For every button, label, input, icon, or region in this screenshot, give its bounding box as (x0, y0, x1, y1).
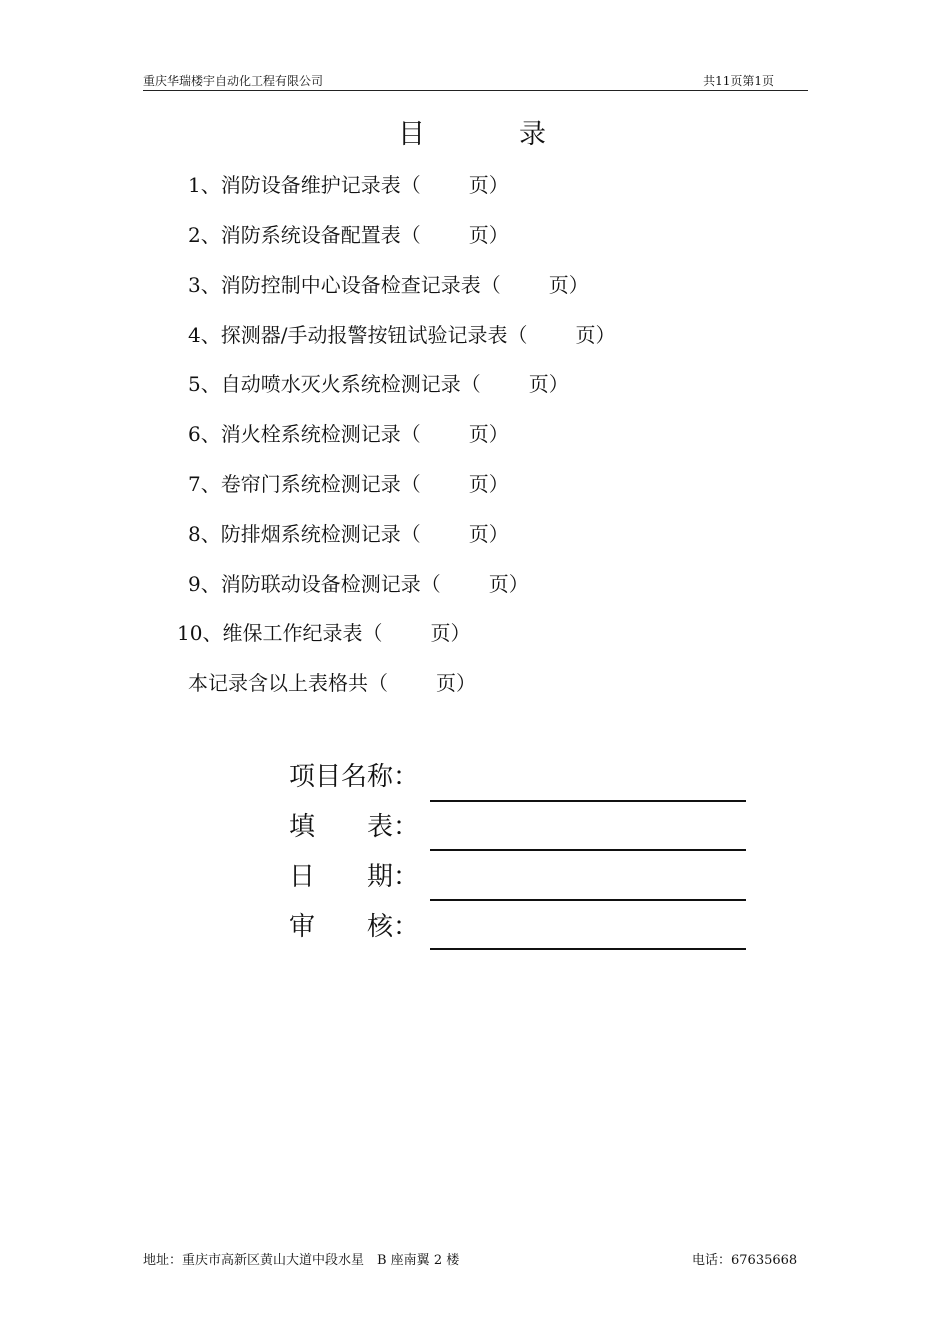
toc-item-page: 页） (430, 621, 471, 645)
toc-item-label: 6、消火栓系统检测记录（ (188, 422, 421, 446)
toc-item-label: 3、消防控制中心设备检查记录表（ (188, 273, 501, 297)
toc-summary-page: 页） (436, 671, 476, 695)
toc-summary (188, 671, 476, 695)
project-name-line (430, 800, 746, 802)
toc-item (177, 621, 470, 645)
page-title (398, 112, 548, 151)
toc-item (188, 522, 509, 546)
toc-item-page: 页） (468, 422, 509, 446)
toc-item-label: 9、消防联动设备检测记录（ (188, 572, 441, 596)
filled-by-line (430, 849, 746, 851)
date-label: 日 期： (289, 862, 420, 892)
footer-telephone: 电话：67635668 (692, 1253, 798, 1268)
toc-item (188, 273, 589, 297)
reviewer-label: 审 核： (289, 912, 420, 942)
toc-item-page: 页） (528, 372, 569, 396)
toc-item (188, 223, 509, 247)
footer-address: 地址：重庆市高新区黄山大道中段水星 B 座南翼 2 楼 (143, 1253, 460, 1268)
toc-item-page: 页） (548, 273, 589, 297)
company-name: 重庆华瑞楼宇自动化工程有限公司 (143, 74, 324, 88)
toc-item (188, 173, 509, 197)
project-name-label: 项目名称： (289, 762, 420, 792)
date-line (430, 899, 746, 901)
reviewer-line (430, 948, 746, 950)
toc-item-page: 页） (468, 223, 509, 247)
toc-item (188, 422, 509, 446)
toc-item-page: 页） (575, 323, 616, 347)
toc-item (188, 572, 529, 596)
toc-item-label: 2、消防系统设备配置表（ (188, 223, 421, 247)
filled-by-label: 填 表： (289, 812, 420, 842)
page-header (143, 72, 808, 91)
title-char-1: 目 (398, 119, 427, 150)
toc-item-page: 页） (468, 173, 509, 197)
toc-summary-label: 本记录含以上表格共（ (188, 671, 388, 695)
toc-item (188, 372, 569, 396)
toc-item-page: 页） (468, 522, 509, 546)
toc-item-page: 页） (488, 572, 529, 596)
toc-item-label: 1、消防设备维护记录表（ (188, 173, 421, 197)
toc-item-label: 8、防排烟系统检测记录（ (188, 522, 421, 546)
toc-item (188, 323, 615, 347)
toc-item-label: 5、自动喷水灭火系统检测记录（ (188, 372, 481, 396)
title-char-2: 录 (519, 119, 548, 150)
page-counter: 共11页第1页 (703, 74, 774, 88)
toc-item (188, 472, 509, 496)
toc-item-label: 7、卷帘门系统检测记录（ (188, 472, 421, 496)
toc-item-label: 4、探测器/手动报警按钮试验记录表（ (188, 323, 528, 347)
toc-item-page: 页） (468, 472, 509, 496)
toc-item-label: 10、维保工作纪录表（ (177, 621, 383, 645)
